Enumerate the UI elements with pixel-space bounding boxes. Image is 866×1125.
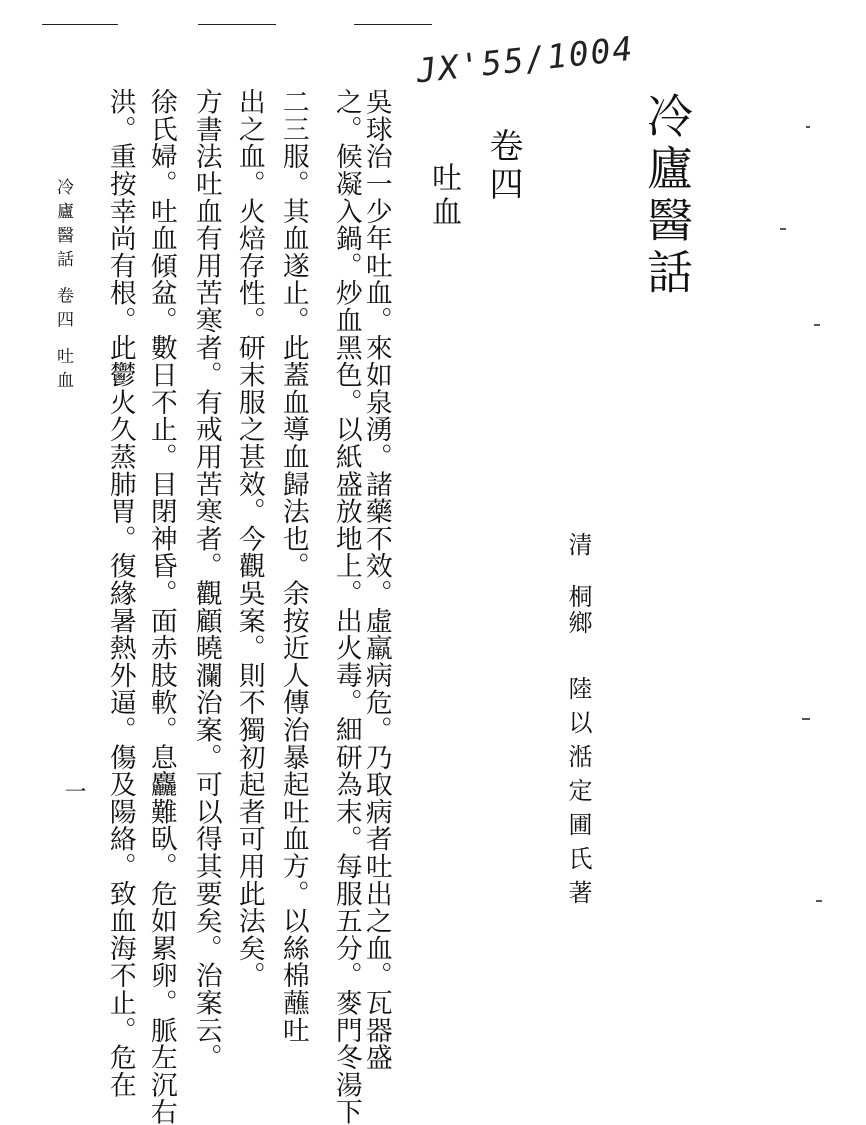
body-column: 吳球治一少年吐血。來如泉湧。諸藥不效。虛羸病危。乃取病者吐出之血。瓦器盛 <box>360 88 392 1071</box>
author-dynasty: 清 <box>564 532 592 556</box>
header-rule-right <box>354 24 432 25</box>
scan-mark <box>816 900 822 902</box>
body-column: 洪。重按幸尚有根。此鬱火久蒸肺胃。復緣暑熱外逼。傷及陽絡。致血海不止。危在 <box>104 88 136 1099</box>
header-rule-left <box>42 24 118 25</box>
body-column: 二三服。其血遂止。此蓋血導血歸法也。余按近人傳治暴起吐血方。以絲棉蘸吐 <box>277 88 309 1044</box>
scan-mark <box>806 126 810 128</box>
scan-mark <box>780 228 786 230</box>
author-name: 陸以湉定圃氏著 <box>564 676 592 914</box>
author-place: 桐鄉 <box>564 584 592 636</box>
body-column: 方書法吐血有用苦寒者。有戒用苦寒者。觀顧曉瀾治案。可以得其要矣。治案云。 <box>190 88 222 1071</box>
volume-label: 卷四 <box>483 128 523 204</box>
scan-mark <box>814 324 820 326</box>
body-column: 之。候凝入鍋。炒血黑色。以紙盛放地上。出火毒。細研為末。每服五分。麥門冬湯下 <box>330 88 362 1125</box>
scan-mark <box>802 718 810 720</box>
body-column: 徐氏婦。吐血傾盆。數日不止。目閉神昏。面赤肢軟。息麤難臥。危如累卵。脈左沉右 <box>145 88 177 1125</box>
header-rule-middle <box>198 24 276 25</box>
section-title: 吐血 <box>426 162 461 230</box>
book-title: 冷廬醫話 <box>640 92 694 300</box>
body-column: 出之血。火焙存性。研末服之甚效。今觀吳案。則不獨初起者可用此法矣。 <box>233 88 265 989</box>
page-number: 一 <box>61 780 86 802</box>
running-footer: 冷廬醫話 卷四 吐血 <box>53 178 73 395</box>
handwritten-catalog-code: JX'55/1004 <box>414 28 637 91</box>
